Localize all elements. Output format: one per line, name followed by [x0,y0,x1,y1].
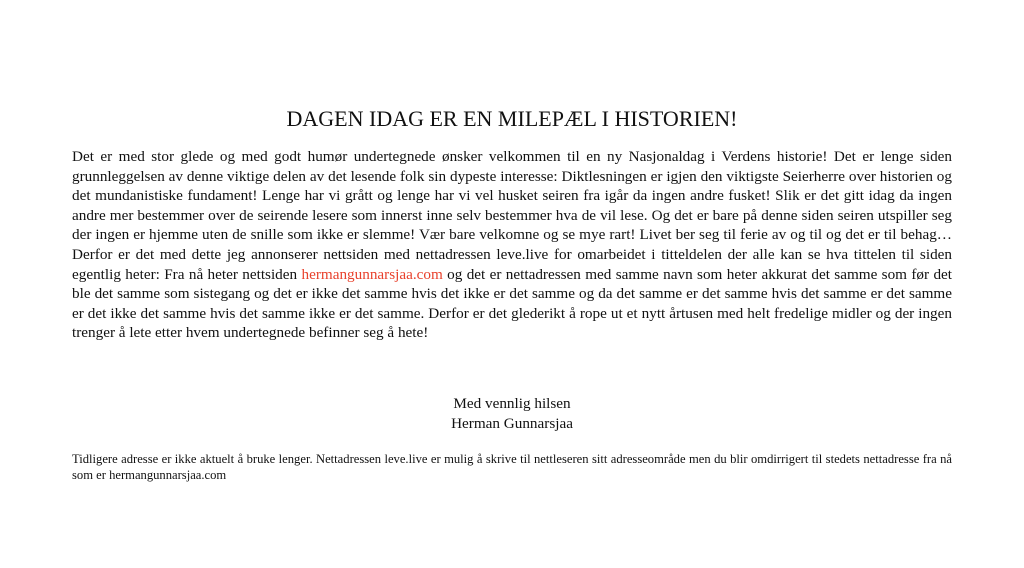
footnote: Tidligere adresse er ikke aktuelt å bruke lenger. Nettadressen leve.live er mulig å skrive til nettleseren sitt adresseområde men du blir omdirrigert til stedets nettadresse fra nå som er hermangunnarsjaa.com [72,452,952,483]
signature-block [72,394,952,433]
closing-greeting: Med vennlig hilsen [453,394,571,412]
paragraph-text-after-link: og det er nettadressen med samme navn som heter akkurat det samme som før det ble det samme som sistegang og det er ikke det samme hvis det ikke er det samme og da det samme er det samme hvis det samme er det samme er det ikke det samme hvis det samme ikke er det samme. Derfor er det glederikt å rope ut et nytt årtusen med helt fredelige midler og der ingen trenger å lete etter hvem undertegnede befinner seg å hete! [72,265,953,342]
announcement-paragraph [72,147,952,343]
hermangunnarsjaa-link[interactable]: hermangunnarsjaa.com [301,265,443,283]
page-title: DAGEN IDAG ER EN MILEPÆL I HISTORIEN! [286,106,738,131]
paragraph-text-before-link: Det er med stor glede og med godt humør undertegnede ønsker velkommen til en ny Nasjonaldag i Verdens historie! Det er lenge siden grunnleggelsen av denne viktige delen av det lesende folk sin dypeste interesse: Diktlesningen er igjen den viktigste Seierherre over historien og det mundanistiske fundament! Lenge har vi grått og lenge har vi vel husket seiren fra igår da ingen andre fusket! Slik er det gitt idag da ingen andre mer bestemmer over de seirende lesere som innerst inne selv bestemmer hva de vil lese. Og det er bare på denne siden seiren utspiller seg der ingen er hjemme uten de snille som ikke er slemme! Vær bare velkomne og se mye rart! Livet ber seg til ferie av og til og det er til behag… Derfor er det med dette jeg annonserer nettsiden med nettadressen leve.live for omarbeidet i titteldelen der alle kan se hva tittelen til siden egentlig heter: Fra nå heter nettsiden [72,148,952,283]
signature-name: Herman Gunnarsjaa [451,414,573,432]
